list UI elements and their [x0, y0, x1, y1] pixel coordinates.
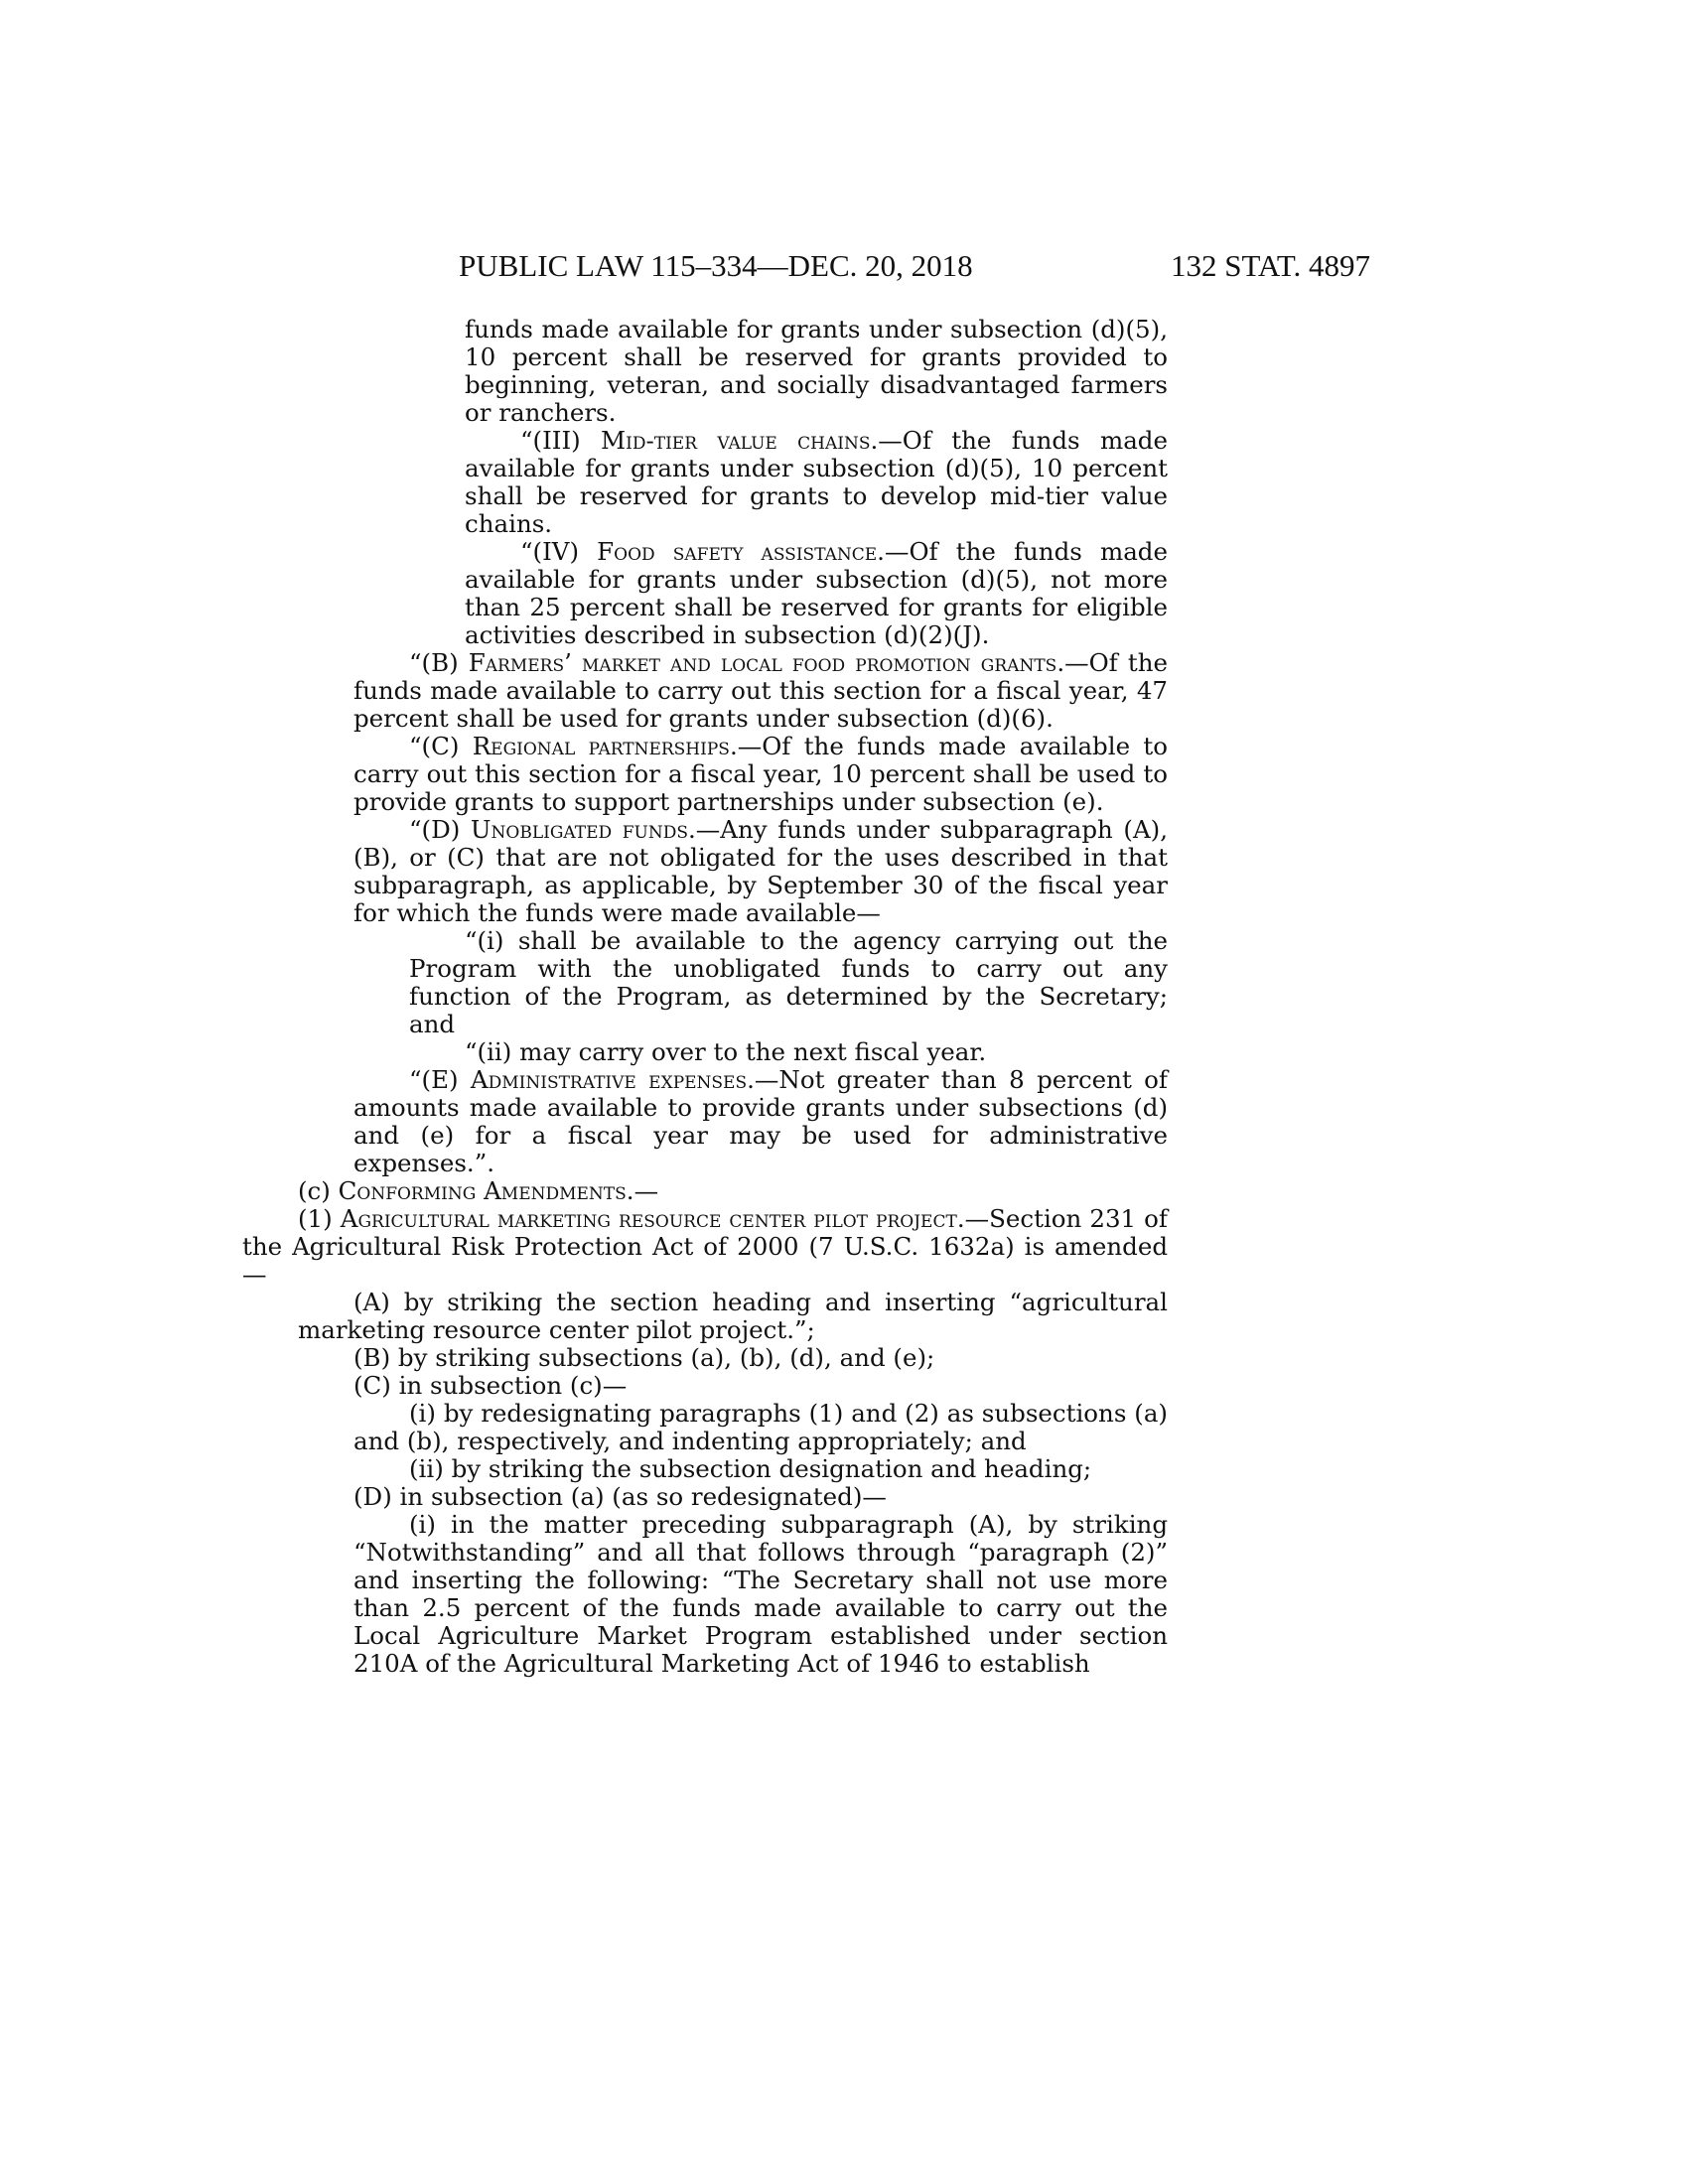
- paragraph: (i) in the matter preceding subparagraph (A), by striking “Notwithstanding” and all that follows through “paragraph (2)” and inserting the following: “The Secretary shall not use more than 2.5 percent of the funds made available to carry out the Local Agriculture Market Program established under section 210A of the Agricultural Marketing Act of 1946 to establish: [353, 1510, 1168, 1678]
- section-heading: Mid-tier value chains: [601, 426, 871, 455]
- section-heading: Food safety assistance: [597, 537, 878, 566]
- paragraph: (D) in subsection (a) (as so redesignated)—: [353, 1482, 887, 1511]
- section-heading: Farmers’ market and local food promotion grants: [468, 648, 1057, 677]
- paragraph: “(B) Farmers’ market and local food promotion grants.—Of the funds made available to carry out this section for a fiscal year, 47 percent shall be used for grants under subsection (d)(6).: [353, 648, 1168, 733]
- paragraph: “(i) shall be available to the agency carrying out the Program with the unobligated funds to carry out any function of the Program, as determined by the Secretary; and: [409, 926, 1168, 1038]
- section-heading: Administrative expenses: [470, 1065, 748, 1094]
- section-heading: Agricultural marketing resource center pilot project: [340, 1204, 957, 1233]
- paragraph: (C) in subsection (c)—: [353, 1371, 628, 1400]
- page-header: [459, 246, 1370, 286]
- header-law-citation: PUBLIC LAW 115–334—DEC. 20, 2018: [459, 248, 973, 283]
- paragraph: “(IV) Food safety assistance.—Of the funds made available for grants under subsection (d)(5), not more than 25 percent shall be reserved for grants for eligible activities described in subsection (d)(2)(J).: [465, 537, 1168, 649]
- header-stat-page: 132 STAT. 4897: [1170, 248, 1370, 283]
- section-heading: Conforming Amendments: [338, 1176, 627, 1205]
- paragraph: “(III) Mid-tier value chains.—Of the funds made available for grants under subsection (d)(5), 10 percent shall be reserved for grants to develop mid-tier value chains.: [465, 426, 1168, 538]
- statute-text: [242, 315, 1168, 1678]
- section-heading: Regional partnerships: [472, 732, 730, 760]
- section-heading: Unobligated funds: [470, 815, 688, 844]
- paragraph: “(ii) may carry over to the next fiscal year.: [465, 1037, 987, 1066]
- paragraph: funds made available for grants under subsection (d)(5), 10 percent shall be reserved for grants provided to beginning, veteran, and socially disadvantaged farmers or ranchers.: [465, 315, 1168, 427]
- paragraph: “(E) Administrative expenses.—Not greater than 8 percent of amounts made available to provide grants under subsections (d) and (e) for a fiscal year may be used for administrative expenses.”.: [353, 1065, 1168, 1177]
- paragraph: (B) by striking subsections (a), (b), (d), and (e);: [353, 1343, 935, 1372]
- paragraph: (c) Conforming Amendments.—: [298, 1176, 659, 1205]
- paragraph: (ii) by striking the subsection designation and heading;: [409, 1454, 1092, 1483]
- paragraph: (i) by redesignating paragraphs (1) and (2) as subsections (a) and (b), respectively, and indenting appropriately; and: [353, 1399, 1168, 1455]
- paragraph: “(C) Regional partnerships.—Of the funds made available to carry out this section for a fiscal year, 10 percent shall be used to provide grants to support partnerships under subsection (e).: [353, 732, 1168, 816]
- paragraph: (A) by striking the section heading and inserting “agricultural marketing resource center pilot project.”;: [298, 1288, 1168, 1344]
- paragraph: “(D) Unobligated funds.—Any funds under subparagraph (A), (B), or (C) that are not obligated for the uses described in that subparagraph, as applicable, by September 30 of the fiscal year for which the funds were made available—: [353, 815, 1168, 927]
- paragraph: (1) Agricultural marketing resource center pilot project.—Section 231 of the Agricultural Risk Protection Act of 2000 (7 U.S.C. 1632a) is amended—: [242, 1204, 1168, 1289]
